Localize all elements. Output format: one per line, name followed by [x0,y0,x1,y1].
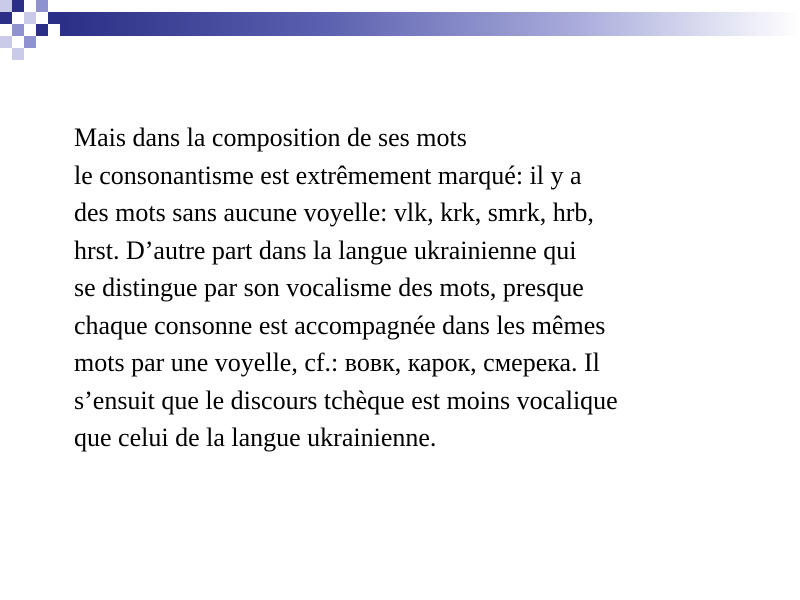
decor-square [48,12,60,24]
decor-square [0,0,12,12]
decor-square [24,36,36,48]
text-line: chaque consonne est accompagnée dans les mêmes [74,310,606,340]
header-gradient-bar [60,12,800,36]
text-line: mots par une voyelle, cf.: вовк, карок, смерека. Il [74,348,600,377]
decor-square [24,12,36,24]
text-line: que celui de la langue ukrainienne. [74,423,437,452]
decor-square [12,0,24,12]
slide-body-text [74,119,774,457]
decor-square [36,24,48,36]
decor-square [0,36,12,48]
decor-square [0,12,12,24]
decor-square [36,0,48,12]
text-line: des mots sans aucune voyelle: vlk, krk, smrk, hrb, [74,198,594,227]
text-line: le consonantisme est extrêmement marqué: il y a [74,160,582,190]
decor-square [12,48,24,60]
decor-square [12,24,24,36]
text-line: hrst. D’autre part dans la langue ukrainienne qui [74,235,577,265]
text-line: se distingue par son vocalisme des mots, presque [74,273,584,302]
text-line: s’ensuit que le discours tchèque est moins vocalique [74,385,618,415]
text-line: Mais dans la composition de ses mots [74,123,467,152]
